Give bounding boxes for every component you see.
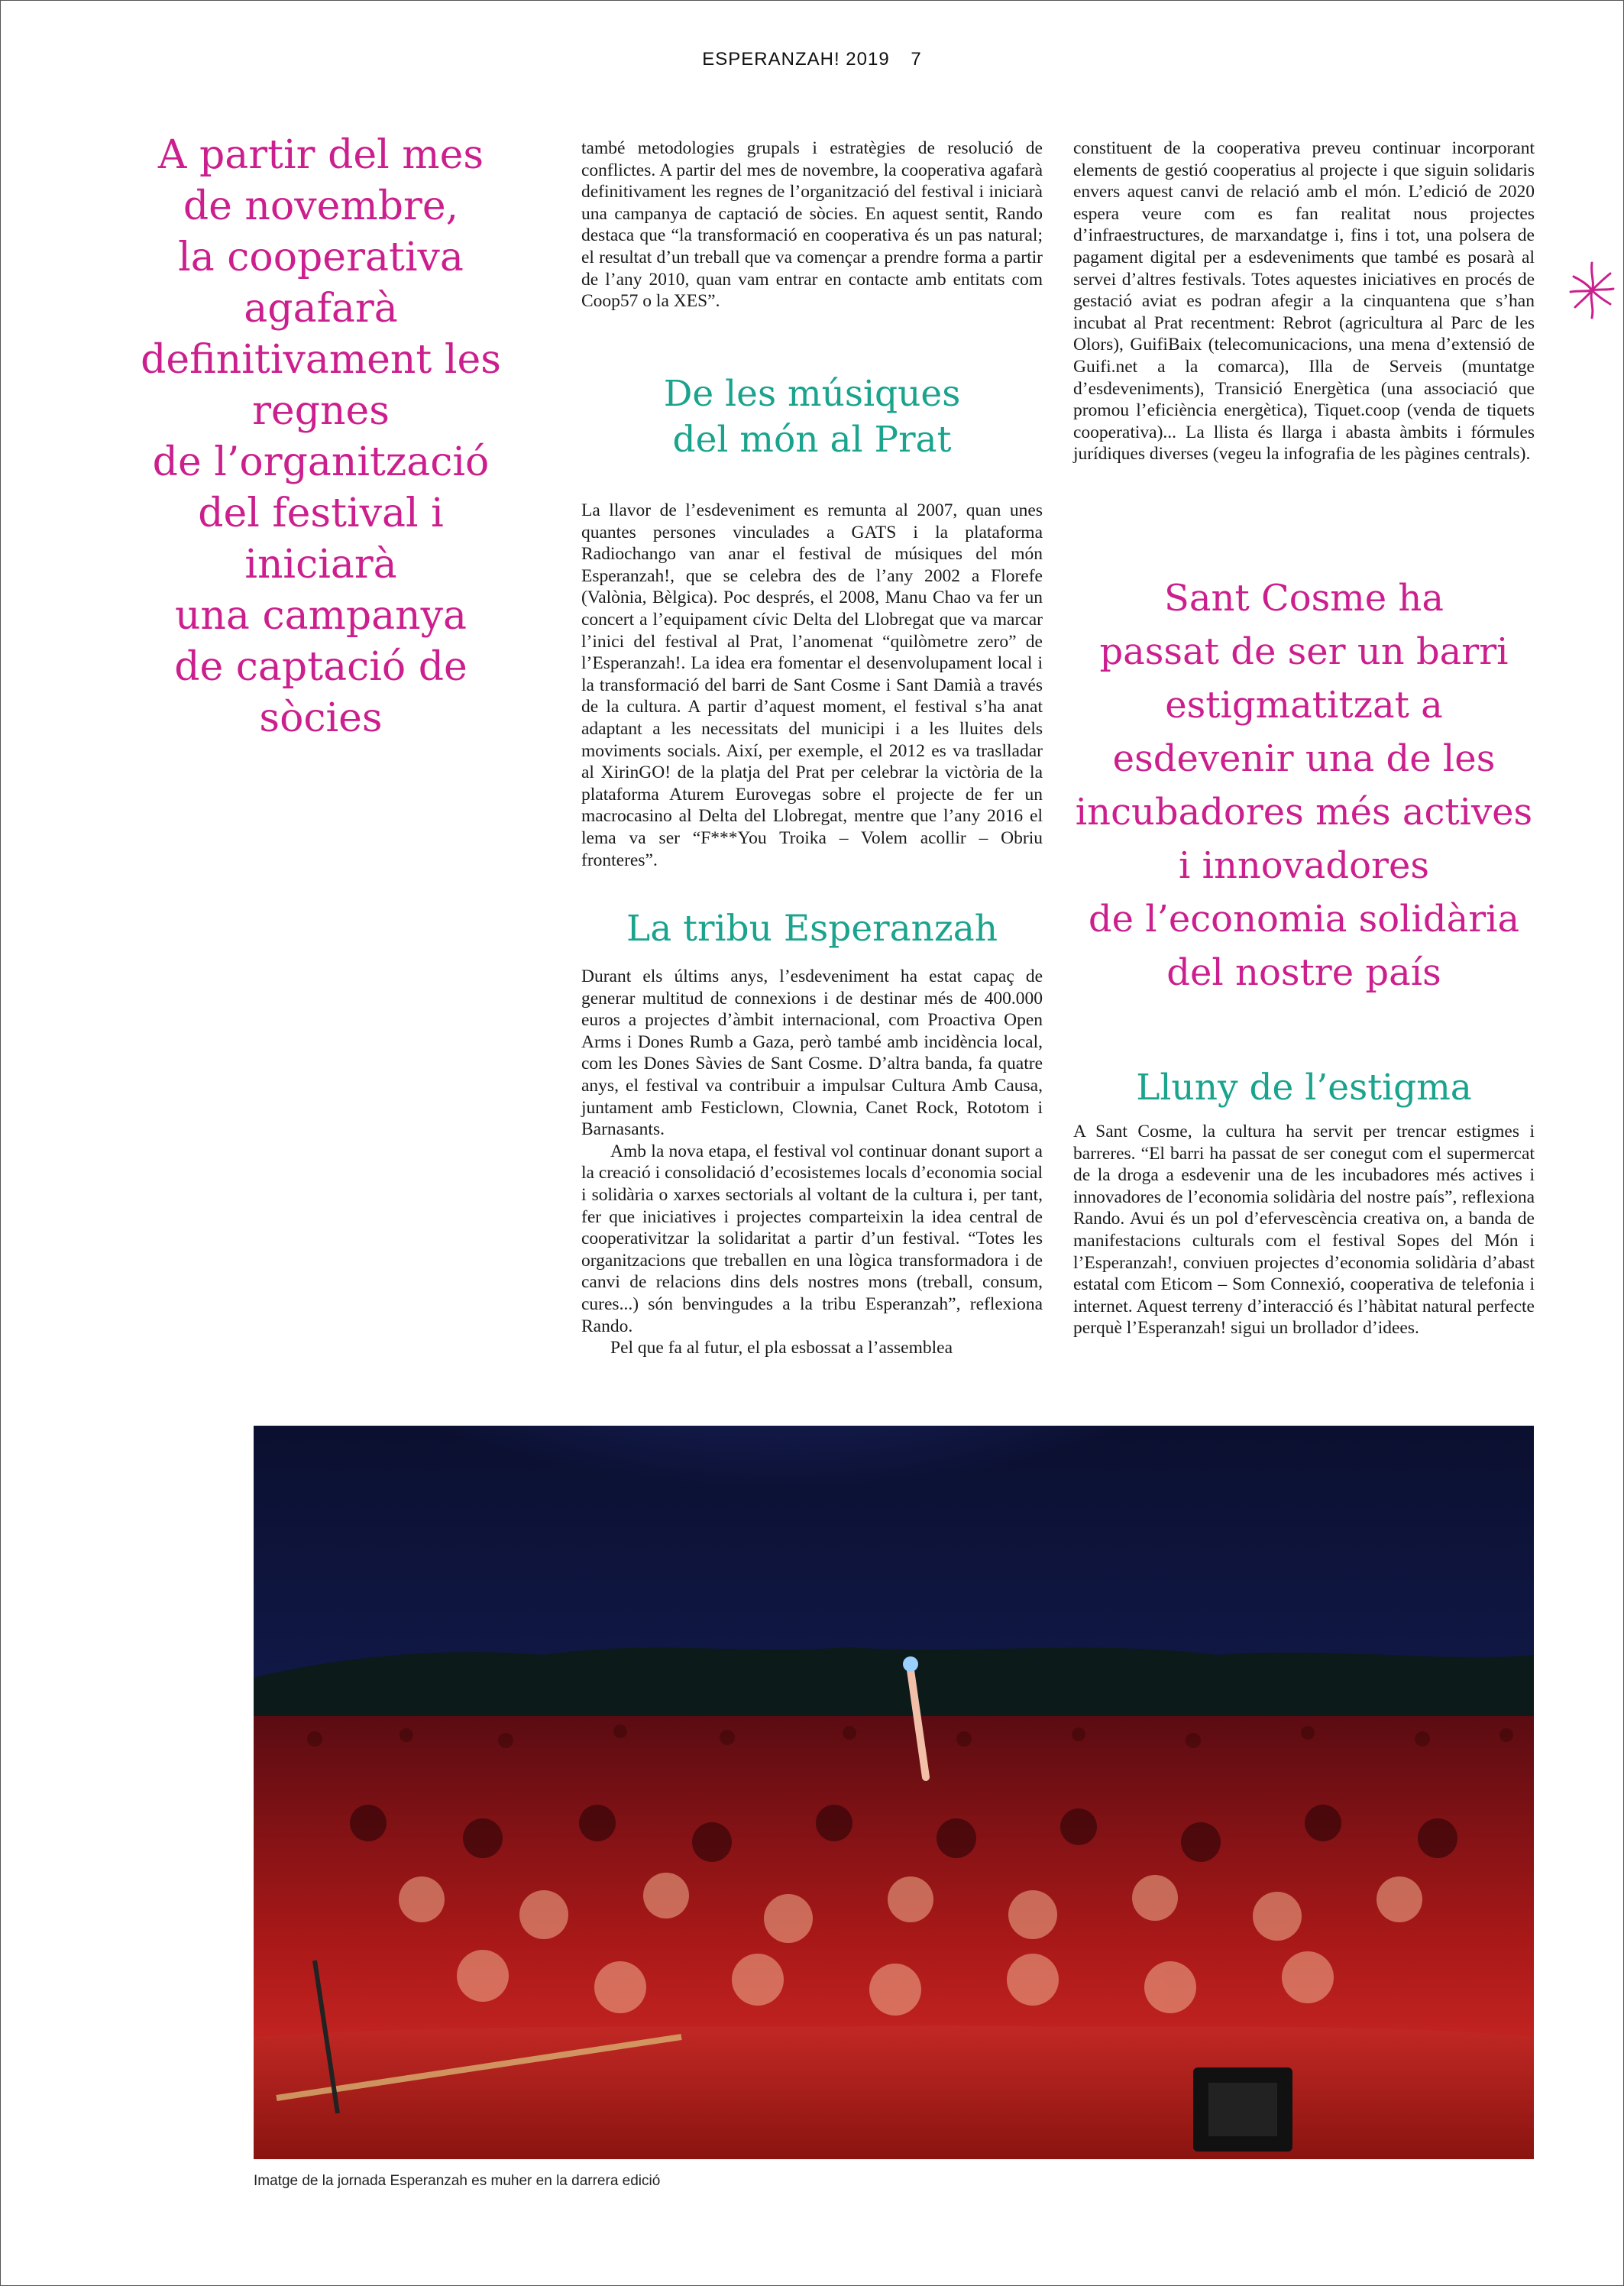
heading-line: del món al Prat (672, 419, 952, 461)
page-header (0, 49, 1624, 70)
column-right-section3 (1073, 1121, 1535, 1339)
concert-crowd-photo (254, 1426, 1534, 2159)
pullquote-line: la cooperativa agafarà (178, 235, 464, 332)
heading-line: Lluny de l’estigma (1136, 1067, 1472, 1109)
pullquote-line: estigmatitzat a (1165, 684, 1443, 727)
body-paragraph: Durant els últims anys, l’esdeveniment ha estat capaç de generar multitud de connexions i de destinar més de 400.000 euros a projectes d’àmbit internacional, com Proactiva Open Arms i Dones Rumb a Gaza, però també amb incidència local, com les Dones Sàvies de Sant Cosme. D’altra banda, fa quatre anys, el festival va contribuir a impulsar Cultura Amb Causa, juntament amb Festiclown, Clownia, Canet Rock, Rototom i Barnasants. (581, 967, 1043, 1140)
body-paragraph: constituent de la cooperativa preveu continuar incorporant elements de gestió cooperatius al projecte i que siguin solidaris envers aquest canvi de relació amb el món. L’edició de 2020 espera veure com es fan realitat nous projectes d’infraestructures, de marxandatge i, fins i tot, una polsera de pagament digital per a esdeveniments que també es posarà al servei d’altres festivals. Totes aquestes iniciatives en procés de gestació aviat es podran afegir a la cinquantena que s’han incubat al Prat recentment: Rebrot (agricultura al Parc de les Olors), GuifiBaix (telecomunicacions, una mena d’extensió de Guifi.net a la comarca), Illa de Serveis (muntatge d’esdeveniments), Transició Energètica (una associació que promou l’eficiència energètica), Tiquet.coop (venda de tiquets cooperativa)... La llista és llarga i abasta àmbits i fórmules jurídiques diverses (vegeu la infografia de les pàgines centrals). (1073, 138, 1535, 465)
heading-line: La tribu Esperanzah (626, 908, 998, 950)
section-heading-musiques (581, 371, 1043, 463)
pullquote-line: A partir del mes (157, 132, 484, 178)
asterisk-star-icon (1569, 260, 1615, 321)
photo-illustration (254, 1426, 1534, 2159)
column-middle-top (581, 138, 1043, 312)
section-heading-tribu (581, 906, 1043, 952)
pullquote-right (1059, 572, 1549, 999)
pullquote-line: esdevenir una de les (1112, 737, 1496, 780)
column-right-top (1073, 138, 1535, 465)
pullquote-left (122, 130, 519, 744)
pullquote-line: definitivament les regnes (141, 337, 501, 434)
page-number: 7 (911, 49, 922, 70)
body-paragraph: A Sant Cosme, la cultura ha servit per trencar estigmes i barreres. “El barri ha passat de ser conegut com el supermercat de la droga a esdevenir una de les incubadores més actives i innovadores de l’economia solidària del nostre país”, reflexiona Rando. Avui és un pol d’efervescència creativa on, a banda de manifestacions culturals com el festival Sopes del Món i l’Esperanzah!, conviuen projectes d’economia solidària d’abast estatal com Eticom – Som Connexió, cooperativa de telefonia i internet. Aquest terreny d’interacció és l’hàbitat natural perfecte perquè l’Esperanzah! sigui un brollador d’idees. (1073, 1122, 1535, 1339)
pullquote-line: del nostre país (1166, 951, 1441, 994)
pullquote-line: una campanya (174, 593, 467, 639)
publication-name: ESPERANZAH! 2019 (702, 49, 890, 70)
pullquote-line: incubadores més actives (1075, 791, 1533, 834)
pullquote-line: del festival i iniciarà (198, 491, 444, 588)
section-heading-estigma (1073, 1065, 1535, 1111)
body-paragraph: Pel que fa al futur, el pla esbossat a l’assemblea (610, 1338, 953, 1358)
pullquote-line: i innovadores (1178, 844, 1430, 887)
column-middle-section1 (581, 500, 1043, 871)
body-paragraph: també metodologies grupals i estratègies de resolució de conflictes. A partir del mes de novembre, la cooperativa agafarà definitivament les regnes de l’organització del festival i iniciarà una campanya de captació de sòcies. En aquest sentit, Rando destaca que “la transformació en cooperativa és un pas natural; el resultat d’un treball que va començar a prendre forma a partir de l’any 2010, quan vam entrar en contacte amb entitats com Coop57 o la XES”. (581, 138, 1043, 312)
photo-caption: Imatge de la jornada Esperanzah es muher en la darrera edició (254, 2173, 661, 2189)
body-paragraph: Amb la nova etapa, el festival vol continuar donant suport a la creació i consolidació d’ecosistemes locals d’economia social i solidària o xarxes sectorials al voltant de la cultura i, per tant, fer que iniciatives i projectes comparteixin la idea central de cooperativitzar la solidaritat a partir d’un festival. “Totes les organitzacions que treballen en una lògica transformadora i de canvi de relacions dins dels nostres mons (treball, consum, cures...) són benvingudes a la tribu Esperanzah”, reflexiona Rando. (581, 1141, 1043, 1336)
pullquote-line: de novembre, (183, 183, 459, 229)
pullquote-line: passat de ser un barri (1099, 630, 1509, 673)
heading-line: De les músiques (663, 373, 961, 415)
body-paragraph: La llavor de l’esdeveniment es remunta al 2007, quan unes quantes persones vinculades a GATS i la plataforma Radiochango van anar el festival de músiques del món Esperanzah!, que se celebra des de l’any 2002 a Florefe (Valònia, Bèlgica). Poc després, el 2008, Manu Chao va fer un concert a l’equipament cívic Delta del Llobregat que va marcar l’inici del festival al Prat, l’anomenat “quilòmetre zero” de l’Esperanzah!. La idea era fomentar el desenvolupament local i la transformació del barri de Sant Cosme i Sant Damià a través de la cultura. A partir d’aquest moment, el festival s’ha anat adaptant a les necessitats del municipi i a les lluites dels moviments socials. Així, per exemple, el 2012 es va traslladar al XirinGO! de la platja del Prat per celebrar la victòria de la plataforma Aturem Eurovegas sobre el projecte de fer un macrocasino al Delta del Llobregat, mentre que l’any 2016 el lema va ser “F***You Troika – Volem acollir – Obriu fronteres”. (581, 500, 1043, 870)
column-middle-section2 (581, 966, 1043, 1359)
pullquote-line: Sant Cosme ha (1164, 577, 1444, 620)
pullquote-line: de captació de sòcies (174, 644, 467, 741)
pullquote-line: de l’organització (152, 439, 490, 485)
pullquote-line: de l’economia solidària (1088, 898, 1520, 941)
